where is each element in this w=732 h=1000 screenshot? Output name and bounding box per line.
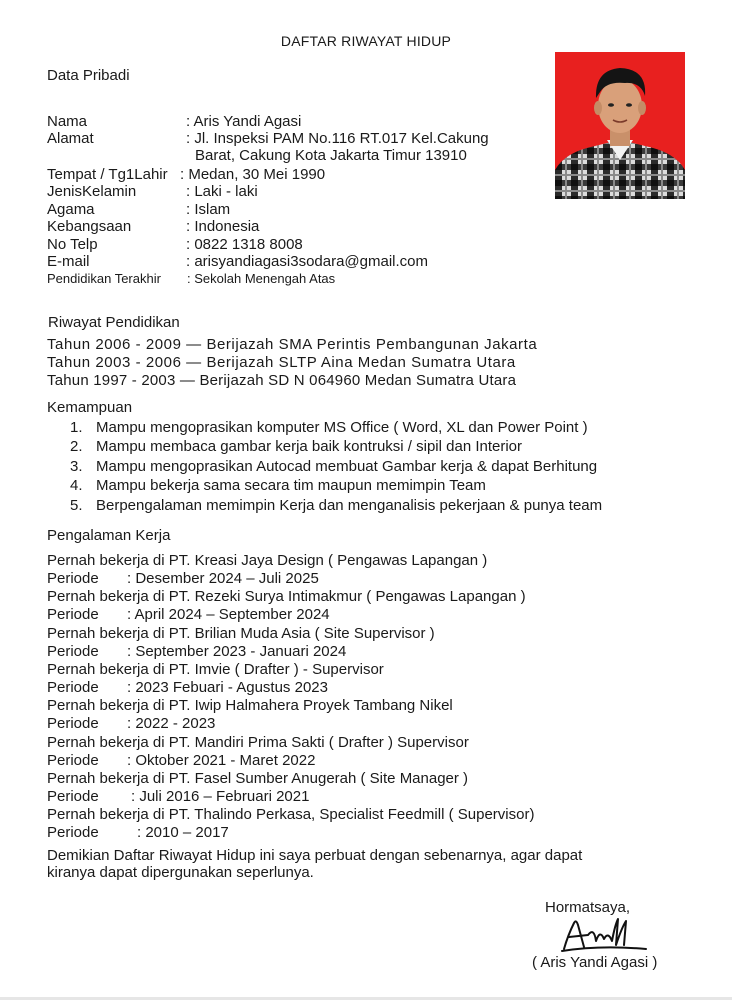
list-item: 3. Mampu mengoprasikan Autocad membuat Gambar kerja & dapat Berhitung (70, 457, 598, 475)
label-pendidikan-terakhir: Pendidikan Terakhir (47, 271, 161, 286)
education-heading: Riwayat Pendidikan (48, 314, 180, 331)
experience-job: Pernah bekerja di PT. Rezeki Surya Intimakmur ( Pengawas Lapangan ) (47, 588, 526, 606)
experience-job: Pernah bekerja di PT. Kreasi Jaya Design ( Pengawas Lapangan ) (47, 552, 488, 569)
experience-period: Periode : 2010 – 2017 (47, 824, 229, 842)
value-nama: : Aris Yandi Agasi (186, 113, 302, 130)
experience-period: Periode : Juli 2016 – Februari 2021 (47, 788, 310, 806)
skills-list (70, 418, 602, 515)
value-jenis-kelamin: : Laki - laki (186, 183, 258, 200)
experience-list (47, 552, 534, 843)
experience-job: Pernah bekerja di PT. Brilian Muda Asia ( Site Supervisor ) (47, 624, 435, 642)
value-pendidikan-terakhir: : Sekolah Menengah Atas (187, 271, 336, 286)
education-item: Tahun 2006 - 2009 — Berijazah SMA Perintis Pembangunan Jakarta (47, 336, 538, 353)
experience-job: Pernah bekerja di PT. Thalindo Perkasa, Specialist Feedmill ( Supervisor) (47, 806, 535, 824)
experience-period: Periode : Desember 2024 – Juli 2025 (47, 570, 319, 588)
label-alamat: Alamat (47, 130, 94, 147)
experience-job: Pernah bekerja di PT. Mandiri Prima Sakti ( Drafter ) Supervisor (47, 733, 469, 751)
profile-photo (555, 52, 685, 199)
value-agama: : Islam (186, 201, 231, 218)
experience-job: Pernah bekerja di PT. Fasel Sumber Anugerah ( Site Manager ) (47, 769, 469, 787)
education-item: Tahun 2003 - 2006 — Berijazah SLTP Aina Medan Sumatra Utara (47, 354, 516, 371)
label-agama: Agama (47, 201, 95, 218)
closing-line-1: Demikian Daftar Riwayat Hidup ini saya perbuat dengan sebenarnya, agar dapat (47, 847, 583, 864)
closing-line-2: kiranya dapat dipergunakan seperlunya. (47, 864, 314, 881)
signature-name: ( Aris Yandi Agasi ) (532, 954, 658, 971)
list-item: 4. Mampu bekerja sama secara tim maupun memimpin Team (70, 477, 486, 495)
experience-job: Pernah bekerja di PT. Iwip Halmahera Proyek Tambang Nikel (47, 697, 453, 715)
experience-heading: Pengalaman Kerja (47, 527, 171, 544)
label-nama: Nama (47, 113, 88, 130)
experience-period: Periode : April 2024 – September 2024 (47, 606, 330, 624)
label-no-telp: No Telp (47, 236, 98, 253)
list-item: 1. Mampu mengoprasikan komputer MS Office ( Word, XL dan Power Point ) (70, 419, 588, 436)
signature-mark (560, 915, 650, 955)
label-email: E-mail (47, 253, 90, 270)
value-alamat-line2: Barat, Cakung Kota Jakarta Timur 13910 (195, 147, 467, 164)
list-item: 2. Mampu membaca gambar kerja baik kontruksi / sipil dan Interior (70, 438, 523, 456)
label-jenis-kelamin: JenisKelamin (47, 183, 137, 200)
document-title: DAFTAR RIWAYAT HIDUP (280, 33, 452, 49)
experience-period: Periode : Oktober 2021 - Maret 2022 (47, 751, 316, 769)
value-no-telp: : 0822 1318 8008 (186, 236, 303, 253)
value-kebangsaan: : Indonesia (186, 218, 260, 235)
value-alamat: : Jl. Inspeksi PAM No.116 RT.017 Kel.Cakung (186, 130, 489, 147)
skills-heading: Kemampuan (47, 399, 133, 416)
value-tempat-lahir: : Medan, 30 Mei 1990 (180, 166, 326, 183)
experience-period: Periode : 2022 - 2023 (47, 715, 216, 733)
value-email: : arisyandiagasi3sodara@gmail.com (186, 253, 429, 270)
label-kebangsaan: Kebangsaan (47, 218, 132, 235)
personal-heading: Data Pribadi (47, 67, 130, 84)
education-item: Tahun 1997 - 2003 — Berijazah SD N 064960 Medan Sumatra Utara (47, 372, 517, 389)
experience-period: Periode : September 2023 - Januari 2024 (47, 642, 347, 660)
list-item: 5. Berpengalaman memimpin Kerja dan menganalisis pekerjaan & punya team (70, 496, 603, 514)
signature-greeting: Hormatsaya, (545, 899, 631, 916)
experience-period: Periode : 2023 Febuari - Agustus 2023 (47, 679, 328, 697)
label-tempat-lahir: Tempat / Tg1Lahir (47, 166, 168, 183)
experience-job: Pernah bekerja di PT. Imvie ( Drafter ) - Supervisor (47, 660, 384, 678)
